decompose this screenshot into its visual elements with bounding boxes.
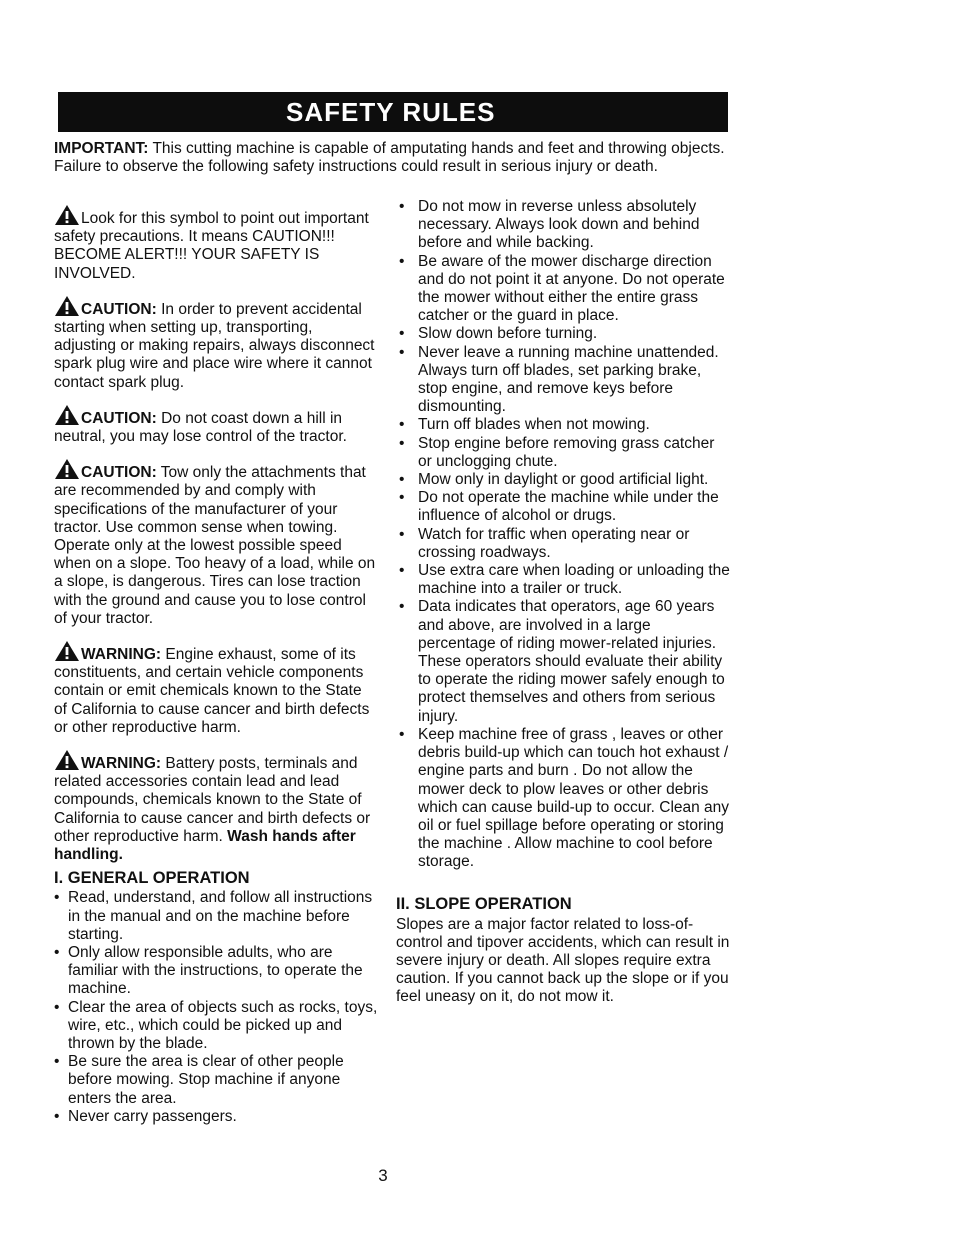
slope-operation-heading: II. SLOPE OPERATION bbox=[396, 894, 572, 913]
slope-operation-text: Slopes are a major factor related to loss-of-control and tipover accidents, which can result in severe injury or death. All slopes require extra caution. If you cannot back up the slope or if you feel uneasy on it, do not mow it. bbox=[396, 915, 730, 1006]
notice-text: In order to prevent accidental starting when setting up, transporting, adjusting or making repairs, always disconnect spark plug wire and place wire where it cannot contact spark plug. bbox=[54, 300, 375, 391]
safety-alert-icon bbox=[54, 458, 80, 480]
caution-spark-plug-notice bbox=[54, 295, 378, 392]
safety-alert-icon bbox=[54, 404, 80, 426]
warning-exhaust-notice bbox=[54, 640, 378, 737]
list-item: • Use extra care when loading or unloading the machine into a trailer or truck. bbox=[396, 562, 732, 598]
list-item: • Data indicates that operators, age 60 years and above, are involved in a large percentage of riding mower-related injuries. These operators should evaluate their ability to operate the riding mower safely enough to protect themselves and others from serious injury. bbox=[396, 598, 732, 725]
left-column bbox=[54, 204, 378, 1126]
list-item: • Read, understand, and follow all instructions in the manual and on the machine before starting. bbox=[54, 889, 378, 944]
list-item: • Clear the area of objects such as rocks, toys, wire, etc., which could be picked up and thrown by the blade. bbox=[54, 999, 378, 1054]
list-item: • Never carry passengers. bbox=[54, 1108, 378, 1126]
important-text: This cutting machine is capable of amputating hands and feet and throwing objects. Failure to observe the following safety instructions could result in serious injury or death. bbox=[54, 140, 725, 175]
safety-alert-icon bbox=[54, 749, 80, 771]
page-number: 3 bbox=[378, 1166, 388, 1185]
safety-alert-icon bbox=[54, 204, 80, 226]
list-item: • Mow only in daylight or good artificial light. bbox=[396, 471, 732, 489]
caution-coast-hill-notice bbox=[54, 404, 378, 446]
list-item: • Stop engine before removing grass catcher or unclogging chute. bbox=[396, 435, 732, 471]
notice-text: Look for this symbol to point out important safety precautions. It means CAUTION!!! BECOME ALERT!!! YOUR SAFETY IS INVOLVED. bbox=[54, 210, 369, 282]
right-column bbox=[396, 198, 732, 1007]
list-item: • Keep machine free of grass , leaves or other debris build-up which can touch hot exhaust / engine parts and burn . Do not allow the mower deck to plow leaves or other debris which can cause build-up to occur. Clean any oil or fuel spillage before operating or storing the machine . Allow machine to cool before storage. bbox=[396, 726, 732, 872]
list-item: • Only allow responsible adults, who are familiar with the instructions, to operate the machine. bbox=[54, 944, 378, 999]
notice-label: CAUTION: bbox=[81, 464, 157, 482]
list-item: • Turn off blades when not mowing. bbox=[396, 416, 732, 434]
warning-battery-notice bbox=[54, 749, 378, 864]
notice-text: Do not coast down a hill in neutral, you may lose control of the tractor. bbox=[54, 409, 347, 446]
notice-text: Tow only the attachments that are recommended by and comply with specifications of the manufacturer of your tractor. Use common sense when towing. Operate only at the lowest possible speed when on a slope. Too heavy of a load, while on a slope, is dangerous. Tires can lose traction with the ground and cause you to lose control of your tractor. bbox=[54, 464, 376, 627]
list-item: • Be aware of the mower discharge direction and do not point it at anyone. Do not operate the mower without either the entire grass catcher or the guard in place. bbox=[396, 253, 732, 326]
operation-rules-list bbox=[396, 198, 732, 872]
safety-alert-icon bbox=[54, 640, 80, 662]
notice-text: Engine exhaust, some of its constituents, and certain vehicle components contain or emit chemicals known to the State of California to cause cancer and birth defects or other reproductive harm. bbox=[54, 646, 370, 736]
safety-alert-notice bbox=[54, 204, 378, 283]
list-item: • Do not mow in reverse unless absolutely necessary. Always look down and behind before and while backing. bbox=[396, 198, 732, 253]
notice-emphasis: Wash hands after handling. bbox=[54, 827, 356, 864]
notice-label: WARNING: bbox=[81, 646, 162, 664]
important-notice bbox=[54, 140, 730, 175]
list-item: • Do not operate the machine while under the influence of alcohol or drugs. bbox=[396, 489, 732, 525]
caution-towing-notice bbox=[54, 458, 378, 628]
safety-alert-icon bbox=[54, 295, 80, 317]
general-operation-heading: I. GENERAL OPERATION bbox=[54, 869, 250, 888]
general-operation-list bbox=[54, 889, 378, 1126]
important-label: IMPORTANT: bbox=[54, 140, 149, 157]
list-item: • Watch for traffic when operating near or crossing roadways. bbox=[396, 526, 732, 562]
notice-label: CAUTION: bbox=[81, 300, 157, 318]
page-title: SAFETY RULES bbox=[58, 92, 728, 132]
notice-text: Battery posts, terminals and related accessories contain lead and lead compounds, chemicals known to the State of California to cause cancer and birth defects or other reproductive harm. bbox=[54, 755, 371, 845]
list-item: • Be sure the area is clear of other people before mowing. Stop machine if anyone enters the area. bbox=[54, 1053, 378, 1108]
list-item: • Never leave a running machine unattended. Always turn off blades, set parking brake, stop engine, and remove keys before dismounting. bbox=[396, 344, 732, 417]
notice-label: WARNING: bbox=[81, 755, 162, 773]
notice-label: CAUTION: bbox=[81, 409, 157, 427]
list-item: • Slow down before turning. bbox=[396, 325, 732, 343]
